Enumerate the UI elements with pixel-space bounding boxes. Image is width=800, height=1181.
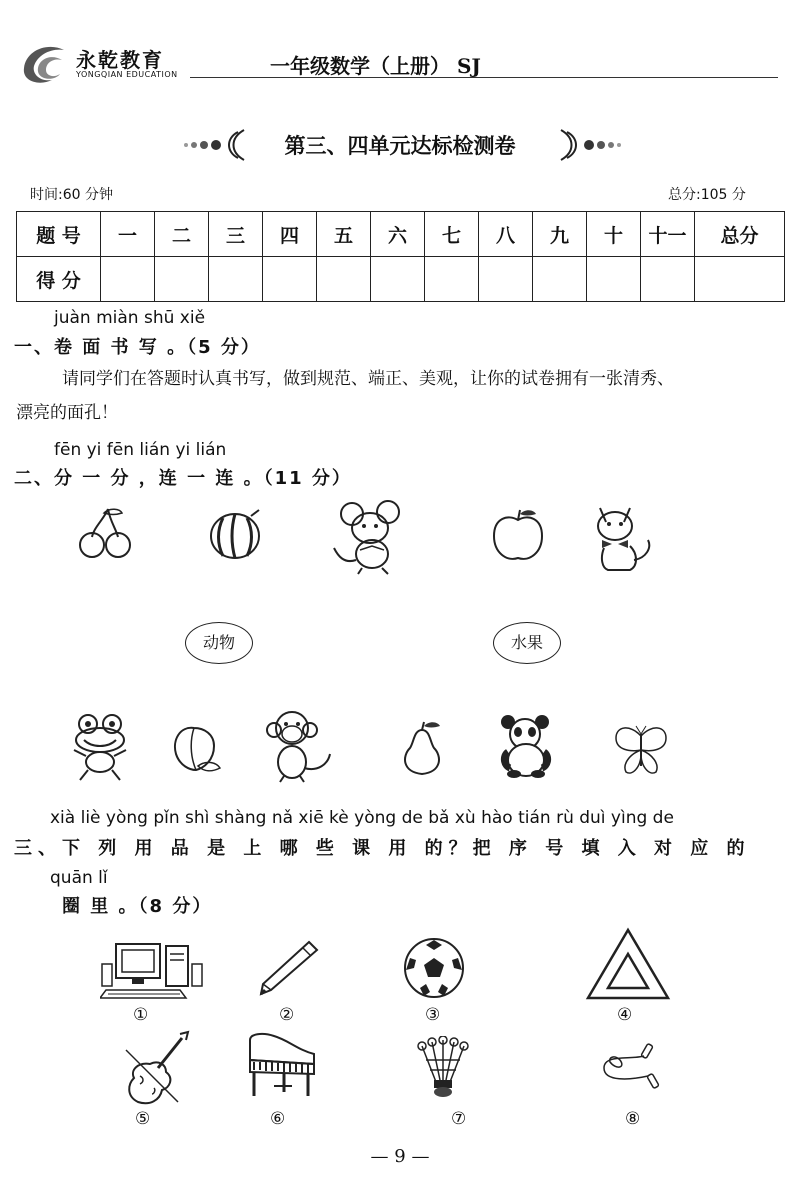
table-cell: 九 [533, 212, 587, 257]
item-number: ⑥ [270, 1109, 286, 1129]
item-number: ⑤ [135, 1109, 151, 1129]
score-input-cell[interactable] [479, 257, 533, 302]
item-number: ② [279, 1005, 295, 1025]
q2-pinyin: fēn yi fēn lián yi lián [54, 440, 227, 460]
table-cell: 一 [101, 212, 155, 257]
q3-pinyin-line2: quān lǐ [50, 868, 108, 888]
page-number: — 9 — [370, 1146, 430, 1167]
cat-icon[interactable] [590, 500, 656, 574]
frog-icon[interactable] [70, 712, 134, 782]
mouse-icon[interactable] [330, 498, 410, 576]
score-input-cell[interactable] [695, 257, 785, 302]
item-number: ④ [617, 1005, 633, 1025]
item-number: ③ [425, 1005, 441, 1025]
jump-rope-icon[interactable] [600, 1040, 664, 1090]
score-input-cell[interactable] [155, 257, 209, 302]
label-fruit: 水果 [493, 622, 561, 664]
pear-icon[interactable] [396, 720, 448, 778]
score-input-cell[interactable] [209, 257, 263, 302]
score-table-score-row [17, 257, 785, 302]
item-number: ⑧ [625, 1109, 641, 1129]
table-cell: 得 分 [17, 257, 101, 302]
score-table [16, 211, 785, 302]
monkey-icon[interactable] [264, 710, 336, 784]
header-divider [190, 77, 778, 78]
q3-pinyin-line1: xià liè yòng pǐn shì shàng nǎ xiē kè yòng de bǎ xù hào tián rù duì yìng de [50, 808, 674, 828]
soccer-ball-icon[interactable] [402, 936, 466, 1000]
swirl-logo-icon [18, 38, 74, 88]
score-input-cell[interactable] [641, 257, 695, 302]
exam-time: 时间:60 分钟 [30, 187, 113, 203]
table-cell: 五 [317, 212, 371, 257]
q3-title-line1: 三、下 列 用 品 是 上 哪 些 课 用 的？把 序 号 填 入 对 应 的 [14, 838, 751, 859]
table-cell: 四 [263, 212, 317, 257]
right-ornament-icon [555, 128, 625, 162]
logo-chinese-text: 永乾教育 [76, 48, 164, 72]
table-cell: 三 [209, 212, 263, 257]
exam-title: 第三、四单元达标检测卷 [284, 134, 516, 158]
label-animal: 动物 [185, 622, 253, 664]
peach-icon[interactable] [168, 720, 222, 774]
shuttlecock-icon[interactable] [414, 1036, 472, 1098]
score-input-cell[interactable] [587, 257, 641, 302]
table-cell: 十一 [641, 212, 695, 257]
q1-text-line2: 漂亮的面孔！ [16, 403, 118, 423]
table-cell: 二 [155, 212, 209, 257]
q1-title: 一、卷 面 书 写 。（5 分） [14, 337, 261, 358]
score-input-cell[interactable] [101, 257, 155, 302]
score-table-header-row [17, 212, 785, 257]
score-input-cell[interactable] [371, 257, 425, 302]
cherry-icon[interactable] [74, 505, 134, 561]
q1-pinyin: juàn miàn shū xiě [54, 308, 206, 328]
watermelon-icon[interactable] [205, 506, 265, 560]
item-number: ⑦ [451, 1109, 467, 1129]
table-cell: 总分 [695, 212, 785, 257]
panda-icon[interactable] [496, 712, 558, 778]
item-number: ① [133, 1005, 149, 1025]
exam-total-score: 总分:105 分 [668, 187, 746, 203]
table-cell: 七 [425, 212, 479, 257]
butterfly-icon[interactable] [612, 722, 670, 778]
q1-text-line1: 请同学们在答题时认真书写，做到规范、端正、美观，让你的试卷拥有一张清秀、 [62, 369, 674, 389]
score-input-cell[interactable] [317, 257, 371, 302]
apple-icon[interactable] [490, 506, 546, 564]
table-cell: 八 [479, 212, 533, 257]
score-input-cell[interactable] [425, 257, 479, 302]
score-input-cell[interactable] [263, 257, 317, 302]
piano-icon[interactable] [244, 1030, 320, 1102]
pencil-icon[interactable] [255, 938, 321, 998]
computer-icon[interactable] [100, 940, 208, 1002]
logo-english-text: YONGQIAN EDUCATION [76, 70, 178, 79]
table-cell: 十 [587, 212, 641, 257]
q3-title-line2: 圈 里 。（8 分） [62, 896, 213, 917]
table-cell: 题 号 [17, 212, 101, 257]
score-input-cell[interactable] [533, 257, 587, 302]
publisher-logo [18, 38, 188, 88]
book-title: 一年级数学（上册） SJ [270, 54, 481, 78]
table-cell: 六 [371, 212, 425, 257]
violin-icon[interactable] [120, 1030, 194, 1108]
q2-title: 二、分 一 分 ，连 一 连 。（11 分） [14, 468, 352, 489]
triangle-icon[interactable] [584, 926, 672, 1002]
